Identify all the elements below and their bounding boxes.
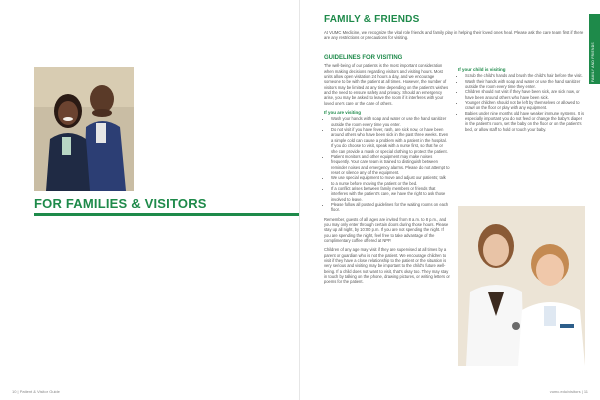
- guidelines-heading: GUIDELINES FOR VISITING: [324, 55, 403, 61]
- list-item: • Scrub the child's hands and brush the child's hair before the visit.: [465, 73, 584, 78]
- list-item: • If a conflict arises between family members or friends that interferes with the patient's care, we have the right to ask those involved to leave.: [331, 186, 450, 202]
- intro-paragraph: At VUMC Medicine, we recognize the vital role friends and family play in helping their loved ones heal. Please ask the care team first if there are any restrictions or precautions for visiting.: [324, 30, 584, 41]
- visitors-photo-illustration: [34, 67, 134, 191]
- list-item: • Do not visit if you have fever, rash, are sick now, or have been around others who have been sick in the past three weeks. Even a simple cold can cause a problem with a patient in the hospital. If you do choose to visit, speak with a nurse first, so that he or she can provide a mask or special clothing to protect the patient.: [331, 127, 450, 154]
- visiting-list: [324, 116, 450, 212]
- list-item: • Babies under nine months old have weaker immune systems. It is especially important you do not feed or change the baby's diaper in the patient's room, set the baby on the floor or on the patient's bed, or allow staff to hold or touch your baby.: [465, 111, 584, 132]
- list-item: • Children should not visit if they have been sick, are sick now, or have been around others who have been sick.: [465, 89, 584, 100]
- staff-photo: [458, 206, 585, 366]
- right-column: [458, 65, 584, 136]
- child-visiting-heading: If your child is visiting: [458, 67, 506, 72]
- list-item: • Please follow all posted guidelines for the waiting rooms on each floor.: [331, 202, 450, 213]
- quiet-hours-paragraph: Remember, guests of all ages are invited from 8 a.m. to 8 p.m., and you may only enter through certain doors during those hours. Please stay up all night, by 10:00 p.m. If you are not spending the night. If you are spending the night, feel free to take advantage of the complimentary coffee offered at NPP.: [324, 216, 449, 243]
- list-item: • Younger children should not be left by themselves or allowed to crawl on the floor or play with any equipment.: [465, 100, 584, 111]
- visitors-photo: [34, 67, 134, 191]
- if-visiting-heading: If you are visiting: [324, 110, 362, 116]
- children-paragraph: Children of any age may visit if they are supervised at all times by a parent or guardian who is not the patient. We encourage children to visit if they have a close relationship to the patient or the situation is very serious and visiting may be important to the child's future well-being. If a child does not want to visit, that's okay too. They may stay in touch by talking on the phone, drawing pictures, or writing letters or poems for the patient.: [324, 247, 450, 285]
- list-item: • We use special equipment to move and adjust our patients; talk to a nurse before moving the patient or the bed.: [331, 175, 450, 186]
- page-footer-left: 10 | Patient & Visitor Guide: [12, 389, 60, 394]
- title-underline: [34, 213, 300, 216]
- left-column: [324, 56, 450, 289]
- child-visiting-list: [458, 73, 584, 132]
- side-tab-label: FAMILY AND FRIENDS: [591, 42, 595, 82]
- list-item: • Patient monitors and other equipment may make noises frequently. Your care team is trained to distinguish between reminder noises and emergency alarms. Please do not attempt to reset or silence any of the equipment.: [331, 154, 450, 175]
- list-item: • Wash your hands with soap and water or use the hand sanitizer outside the room every time you enter.: [331, 116, 450, 127]
- page-footer-right: vumc.edu/visitors | 11: [549, 389, 588, 394]
- staff-photo-illustration: [458, 206, 585, 366]
- section-title: FAMILY & FRIENDS: [324, 14, 420, 25]
- page-title: FOR FAMILIES & VISITORS: [34, 196, 207, 211]
- guidelines-body: The well-being of our patients is the most important consideration when making decisions regarding visitors and visiting hours. Most units allow open visitation 24 hours a day, and we encourage someone to be with the patient at all times. However, the number of visitors may be limited at any time depending on the patient's wishes and the need to ensure safety and privacy. Should an emergency arise, you may be asked to leave the room if it interferes with your loved one's care or the care of others.: [324, 63, 449, 106]
- list-item: • Wash their hands with soap and water or use the hand sanitizer outside the room every time they enter.: [465, 79, 584, 90]
